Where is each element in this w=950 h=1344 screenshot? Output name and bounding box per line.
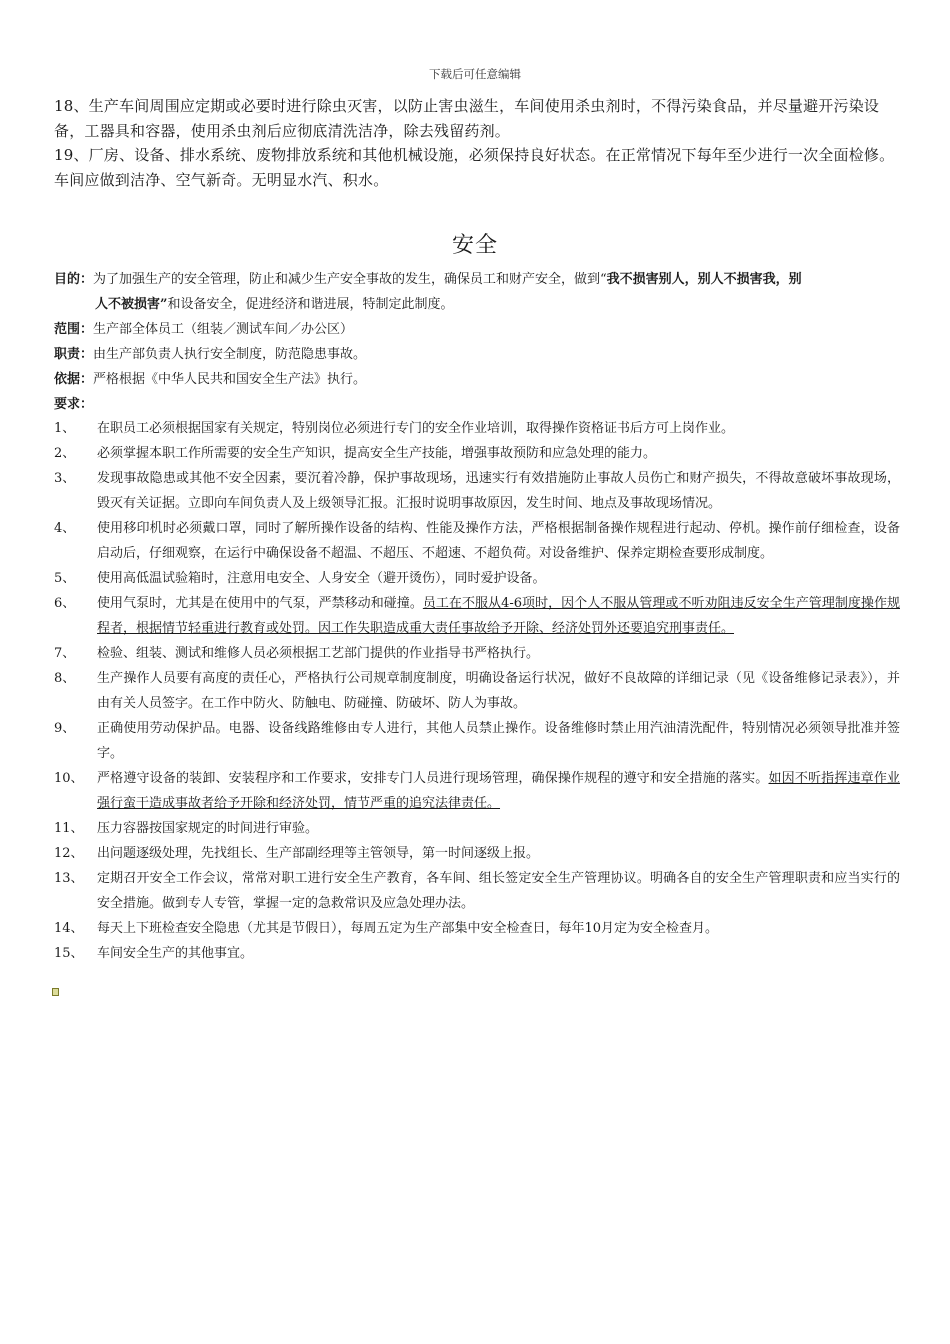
item-number: 14、	[54, 921, 84, 936]
item-text	[97, 816, 900, 841]
list-item	[54, 941, 900, 966]
item-text	[97, 641, 900, 666]
scope-line	[54, 317, 900, 342]
purpose-line-2	[54, 292, 900, 317]
item-number: 11、	[54, 821, 84, 836]
list-item	[54, 766, 900, 816]
list-item	[54, 416, 900, 441]
basis-label: 依据：	[54, 372, 94, 387]
purpose-bold-a: 我不损害别人，别人不损害我，别	[606, 272, 802, 287]
item-number: 7、	[54, 646, 76, 661]
list-item	[54, 591, 900, 641]
list-item	[54, 816, 900, 841]
item-text	[97, 941, 900, 966]
section-title: 安全	[451, 233, 498, 258]
item-text-main: 发现事故隐患或其他不安全因素，要沉着冷静，保护事故现场，迅速实行有效措施防止事故人员伤亡和财产损失，不得故意破坏事故现场，毁灭有关证据。立即向车间负责人及上级领导汇报。汇报时说明事故原因，发生时间、地点及事故现场情况。	[97, 471, 900, 511]
item-text-main: 每天上下班检查安全隐患（尤其是节假日），每周五定为生产部集中安全检查日，每年10月定为安全检查月。	[97, 921, 719, 936]
item-text	[97, 416, 900, 441]
anchor-marker-icon	[52, 988, 59, 996]
item-text	[97, 716, 900, 766]
item-text-main: 严格遵守设备的装卸、安装程序和工作要求，安排专门人员进行现场管理，确保操作规程的遵守和安全措施的落实。	[97, 771, 769, 786]
list-item	[54, 441, 900, 466]
item-number: 10、	[54, 771, 84, 786]
item-number: 4、	[54, 521, 76, 536]
item-number: 8、	[54, 671, 76, 686]
purpose-label: 目的：	[54, 272, 94, 287]
item-text	[97, 516, 900, 566]
item-number: 9、	[54, 721, 76, 736]
item-number: 5、	[54, 571, 76, 586]
item-text	[97, 866, 900, 916]
item-text-main: 检验、组装、测试和维修人员必须根据工艺部门提供的作业指导书严格执行。	[97, 646, 540, 661]
basis-line	[54, 367, 900, 392]
requirements-list	[54, 416, 900, 966]
item-text-main: 必须掌握本职工作所需要的安全生产知识，提高安全生产技能，增强事故预防和应急处理的能力。	[97, 446, 657, 461]
requirements-label: 要求：	[54, 397, 94, 412]
item-text-main: 生产操作人员要有高度的责任心，严格执行公司规章制度制度，明确设备运行状况，做好不良故障的详细记录（见《设备维修记录表》），并由有关人员签字。在工作中防火、防触电、防碰撞、防破坏、防人为事故。	[97, 671, 900, 711]
item-text-main: 在职员工必须根据国家有关规定，特别岗位必须进行专门的安全作业培训，取得操作资格证书后方可上岗作业。	[97, 421, 735, 436]
item-text-main: 使用移印机时必须戴口罩，同时了解所操作设备的结构、性能及操作方法，严格根据制备操作规程进行起动、停机。操作前仔细检查，设备启动后，仔细观察，在运行中确保设备不超温、不超压、不超速、不超负荷。对设备维护、保养定期检查要形成制度。	[97, 521, 900, 561]
basis-text: 严格根据《中华人民共和国安全生产法》执行。	[93, 372, 367, 387]
item-number: 13、	[54, 871, 84, 886]
list-item	[54, 566, 900, 591]
purpose-line-1	[54, 267, 900, 292]
item-text-main: 压力容器按国家规定的时间进行审验。	[97, 821, 319, 836]
item-text-main: 定期召开安全工作会议，常常对职工进行安全生产教育，各车间、组长签定安全生产管理协议。明确各自的安全生产管理职责和应当实行的安全措施。做到专人专管，掌握一定的急救常识及应急处理办法。	[97, 871, 900, 911]
item-text	[97, 841, 900, 866]
purpose-block	[54, 267, 900, 317]
item-number: 6、	[54, 596, 76, 611]
list-item	[54, 516, 900, 566]
header-note: 下载后可任意编辑	[429, 67, 521, 81]
intro-item-18: 18、生产车间周围应定期或必要时进行除虫灭害，以防止害虫滋生，车间使用杀虫剂时，不得污染食品，并尽量避开污染设备，工器具和容器，使用杀虫剂后应彻底清洗洁净，除去残留药剂。	[54, 97, 880, 140]
item-text	[97, 916, 900, 941]
duty-line	[54, 342, 900, 367]
item-text-main: 出问题逐级处理，先找组长、生产部副经理等主管领导，第一时间逐级上报。	[97, 846, 540, 861]
item-text-main: 使用高低温试验箱时，注意用电安全、人身安全（避开烫伤），同时爱护设备。	[97, 571, 546, 586]
item-text-main: 使用气泵时，尤其是在使用中的气泵，严禁移动和碰撞。	[97, 596, 423, 611]
purpose-text-b: 和设备安全，促进经济和谐进展，特制定此制度。	[167, 297, 454, 312]
item-number: 15、	[54, 946, 84, 961]
scope-text: 生产部全体员工（组装／测试车间／办公区）	[93, 322, 354, 337]
item-number: 1、	[54, 421, 76, 436]
list-item	[54, 841, 900, 866]
item-text-underlined: 员工在不服从4-6项时，因个人不服从管理或不听劝阻违反安全生产管理制度操作规程者，根据情节轻重进行教育或处罚。因工作失职造成重大责任事故给予开除、经济处罚外还要追究刑事责任。	[97, 596, 900, 636]
purpose-bold-b: 人不被损害”	[95, 297, 168, 312]
list-item	[54, 716, 900, 766]
item-text	[97, 466, 900, 516]
item-number: 3、	[54, 471, 76, 486]
list-item	[54, 466, 900, 516]
item-text	[97, 566, 900, 591]
duty-text: 由生产部负责人执行安全制度，防范隐患事故。	[93, 347, 367, 362]
scope-label: 范围：	[54, 322, 94, 337]
item-text-main: 正确使用劳动保护品。电器、设备线路维修由专人进行，其他人员禁止操作。设备维修时禁止用汽油清洗配件，特别情况必须领导批准并签字。	[97, 721, 900, 761]
item-text	[97, 441, 900, 466]
list-item	[54, 916, 900, 941]
item-text	[97, 591, 900, 641]
list-item	[54, 666, 900, 716]
item-text-main: 车间安全生产的其他事宜。	[97, 946, 254, 961]
item-number: 2、	[54, 446, 76, 461]
item-text	[97, 666, 900, 716]
list-item	[54, 641, 900, 666]
item-text	[97, 766, 900, 816]
intro-item-19: 19、厂房、设备、排水系统、废物排放系统和其他机械设施，必须保持良好状态。在正常情况下每年至少进行一次全面检修。车间应做到洁净、空气新奇。无明显水汽、积水。	[54, 146, 895, 189]
duty-label: 职责：	[54, 347, 94, 362]
item-text-underlined: 如因不听指挥违章作业强行蛮干造成事故者给予开除和经济处罚，情节严重的追究法律责任。	[97, 771, 900, 811]
list-item	[54, 866, 900, 916]
item-number: 12、	[54, 846, 84, 861]
purpose-text-a: 为了加强生产的安全管理，防止和减少生产安全事故的发生，确保员工和财产安全，做到“	[93, 272, 607, 287]
